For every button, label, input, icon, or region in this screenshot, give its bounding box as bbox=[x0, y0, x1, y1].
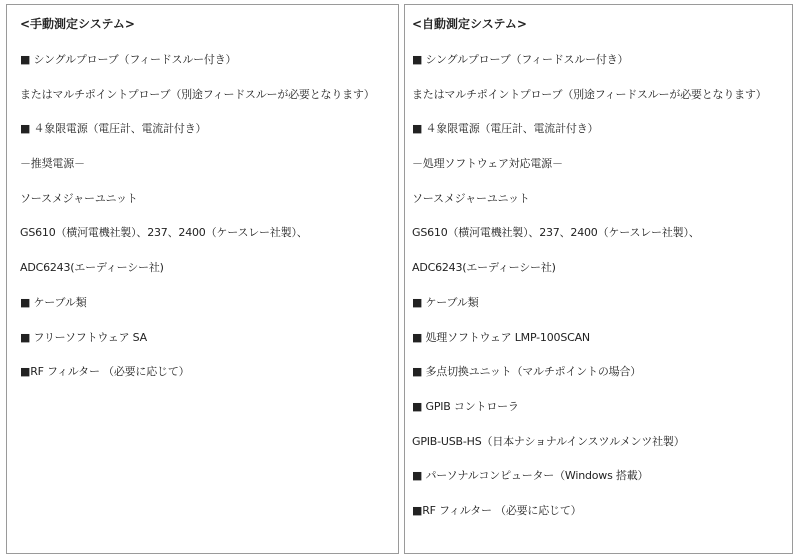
list-item: GPIB-USB-HS（日本ナショナルインスツルメンツ社製） bbox=[412, 434, 685, 448]
list-item: ■ ケーブル類 bbox=[20, 295, 87, 309]
list-item: ソースメジャーユニット bbox=[412, 191, 530, 205]
list-item: ■RF フィルター （必要に応じて） bbox=[412, 503, 582, 517]
list-item: GS610（横河電機社製）、237、2400（ケースレー社製）、 bbox=[20, 226, 308, 240]
list-item: ■ 処理ソフトウェア LMP-100SCAN bbox=[412, 330, 590, 344]
list-item: ADC6243(エーディーシー社) bbox=[20, 261, 164, 275]
manual-system-panel bbox=[6, 4, 399, 554]
list-item: ADC6243(エーディーシー社) bbox=[412, 261, 556, 275]
list-item: GS610（横河電機社製）、237、2400（ケースレー社製）、 bbox=[412, 226, 700, 240]
list-item: ■ ４象限電源（電圧計、電流計付き） bbox=[412, 122, 599, 136]
manual-system-title: <手動測定システム> bbox=[20, 17, 135, 31]
list-item: ■ GPIB コントローラ bbox=[412, 399, 519, 413]
list-item: またはマルチポイントプローブ（別途フィードスルーが必要となります） bbox=[412, 87, 767, 101]
list-item: ■ フリーソフトウェア SA bbox=[20, 330, 147, 344]
auto-system-panel bbox=[404, 4, 793, 554]
list-item: －推奨電源－ bbox=[20, 157, 85, 171]
list-item: ■ ケーブル類 bbox=[412, 295, 479, 309]
auto-system-title: <自動測定システム> bbox=[412, 17, 527, 31]
list-item: ■ シングルプローブ（フィードスルー付き） bbox=[412, 53, 629, 66]
auto-system-list bbox=[412, 53, 792, 539]
list-item: ■RF フィルター （必要に応じて） bbox=[20, 365, 190, 379]
list-item: －処理ソフトウェア対応電源－ bbox=[412, 157, 563, 171]
list-item: ソースメジャーユニット bbox=[20, 191, 138, 205]
list-item: ■ ４象限電源（電圧計、電流計付き） bbox=[20, 122, 207, 136]
list-item: ■ 多点切換ユニット（マルチポイントの場合） bbox=[412, 365, 642, 379]
list-item: ■ シングルプローブ（フィードスルー付き） bbox=[20, 53, 237, 66]
list-item: ■ パーソナルコンピューター（Windows 搭載） bbox=[412, 469, 649, 483]
list-item: またはマルチポイントプローブ（別途フィードスルーが必要となります） bbox=[20, 87, 375, 101]
manual-system-list bbox=[20, 53, 398, 400]
